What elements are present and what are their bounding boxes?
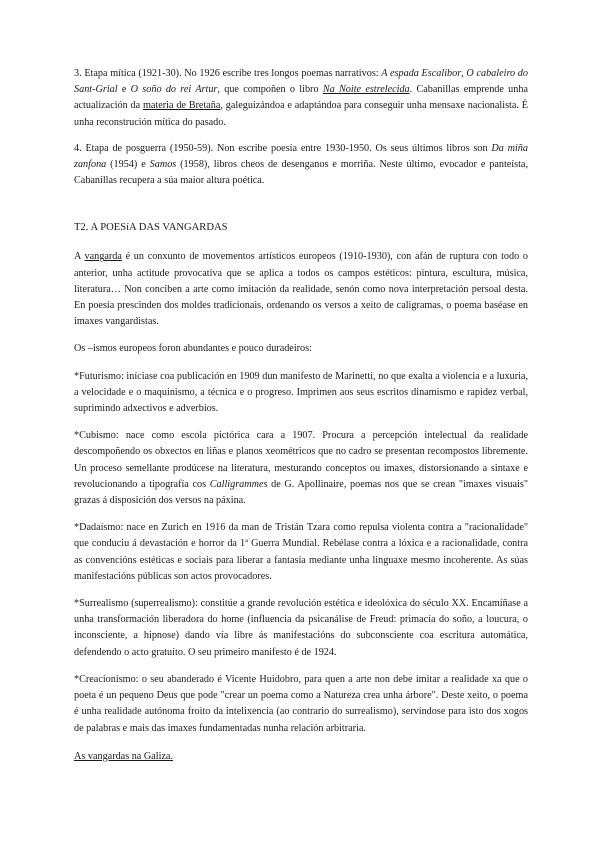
text: *Cubismo: nace como escola pictórica cara a 1907. Procura a percepción intelectual da realidade descompoñendo os obxectos en liñas e planos xeométricos que no cadro se presentan recompostos libremente. Un proceso semellante prodúcese na literatura, mesturando conceptos ou imaxes, distorsionando a sintaxe e revolucionando a tipografía cos [74, 430, 528, 490]
link-vangardas-na-galiza[interactable]: As vangardas na Galiza. [74, 750, 174, 762]
text: 3. Etapa mítica (1921-30). No 1926 escribe tres longos poemas narrativos: [74, 68, 382, 79]
paragraph-dadaismo: *Dadaísmo: nace en Zurich en 1916 da man de Tristán Tzara como repulsa violenta contra a "racionalidade" que conduciu á devastación e horror da 1ª Guerra Mundial. Rebélase contra a lóxica e a racionalidade, contra as convencións estéticas e sociais para liberar a fantasía mediante unha linguaxe mesmo incoherente. As súas manifestacións públicas son actos provocadores. [74, 522, 528, 582]
title-espada-escalibor: A espada Escalibor [381, 68, 462, 79]
title-sono-rei-artur: O soño do rei Artur [130, 84, 218, 96]
text: . Cabanillas emprende unha actualización da [74, 84, 528, 112]
text: e [117, 84, 131, 96]
paragraph-etapa-mitica [74, 66, 528, 131]
text: A [74, 251, 85, 263]
title-calligrammes: Calligrammes [209, 478, 268, 490]
link-na-noite-estrelecida[interactable]: Na Noite estrelecida [322, 84, 410, 96]
link-materia-de-bretana[interactable]: materia de Bretaña [142, 100, 221, 112]
paragraph-etapa-posguerra [74, 141, 528, 190]
text: (1954) e [106, 159, 150, 171]
paragraph-ismos-intro: Os –ismos europeos foron abundantes e pouco duradeiros: [74, 343, 312, 355]
paragraph-cubismo [74, 428, 528, 509]
text: é un conxunto de movementos artísticos europeos (1910-1930), con afán de ruptura con todo o anterior, unha actitude provocativa que se aplica a todos os campos estéticos: pintura, escultura, música, literatura… Non conciben a arte como imitación da realidade, senón como nova interpretación persoal desta. En poesía prescinden dos moldes tradicionais, ordenando os versos a xeito de caligramas, o poema baséase en imaxes vangardistas. [74, 251, 528, 328]
text: 4. Etapa de posguerra (1950-59). Non escribe poesía entre 1930-1950. Os seus últimos libros son [74, 142, 492, 154]
title-samos: Samos [149, 159, 177, 171]
text: , que compoñen o libro [217, 84, 323, 96]
paragraph-creacionismo: *Creacionismo: o seu abanderado é Vicente Huidobro, para quen a arte non debe imitar a realidade xa que o poeta é un pequeno Deus que pode "crear un poema como a Natureza crea unha árbore". Deste xeito, o poema é unha realidade autónoma froito da intelixencia (ao contrario do surrealismo), servíndose para isto dos xogos de palabras e mais das imaxes fundamentadas nunha relación arbitraria. [74, 673, 528, 734]
title-cabaleiro-sant-grial: O cabaleiro do Sant-Grial [74, 68, 528, 96]
text: (1958), libros cheos de desenganos e morriña. Neste último, evocador e panteísta, Cabanillas recupera a súa maior altura poética. [74, 159, 528, 187]
paragraph-vangarda [74, 249, 528, 330]
section-heading: T2. A POESíA DAS VANGARDAS [74, 222, 228, 234]
text: , [461, 68, 467, 79]
text: , galeguizándoa e adaptándoa para conseguir unha mensaxe nacionalista. É unha reconstrución mítica do pasado. [74, 100, 528, 128]
paragraph-futurismo: *Futurismo: iníciase coa publicación en 1909 dun manifesto de Marinetti, no que exalta a violencia e a luxuria, a velocidade e o maquinismo, a técnica e o progreso. Imprimen aos seus escritos dinamismo e rapidez verbal, suprimindo adxectivos e adverbios. [74, 370, 528, 415]
paragraph-surrealismo: *Surrealismo (superrealismo): constitúe a grande revolución estética e ideolóxica do século XX. Encamíñase a unha transformación liberadora do home (influencia da psicanálise de Freud: primacía do soño, a loucura, o inconsciente, a hipnose) dando vía libre ás manifestacións do subconsciente coa escritura automática, defendendo o acto gratuíto. O seu primeiro manifesto é de 1924. [74, 598, 528, 658]
text: de G. Apollinaire, poemas nos que se crean "imaxes visuais" grazas á disposición dos versos na páxina. [74, 478, 528, 507]
link-vangarda[interactable]: vangarda [84, 251, 122, 263]
title-da-mina-zanfona: Da miña zanfona [74, 142, 528, 171]
